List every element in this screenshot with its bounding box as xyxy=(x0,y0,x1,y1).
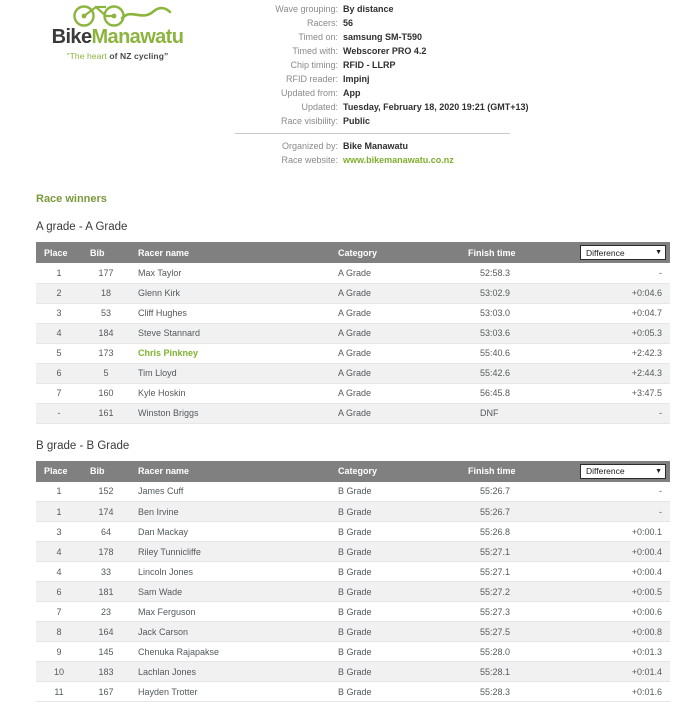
table-row[interactable] xyxy=(36,323,670,343)
cell-racer-name: Chenuka Rajapakse xyxy=(130,642,330,662)
cell-finish-time: 55:27.1 xyxy=(460,542,580,562)
cell-bib: 184 xyxy=(82,323,130,343)
results-table xyxy=(36,461,670,702)
metadata-value: Tuesday, February 18, 2020 19:21 (GMT+13) xyxy=(343,100,529,114)
race-metadata-body xyxy=(235,2,529,128)
cell-category: B Grade xyxy=(330,622,460,642)
site-logo[interactable] xyxy=(0,0,235,167)
cell-difference: +0:01.4 xyxy=(580,662,670,682)
cell-bib: 145 xyxy=(82,642,130,662)
race-website-link[interactable]: www.bikemanawatu.co.nz xyxy=(343,155,454,165)
cell-category: A Grade xyxy=(330,323,460,343)
cell-finish-time: 55:28.0 xyxy=(460,642,580,662)
results-table-body xyxy=(36,482,670,702)
metadata-row xyxy=(235,72,529,86)
cell-finish-time: 55:27.1 xyxy=(460,562,580,582)
table-row[interactable] xyxy=(36,343,670,363)
cell-finish-time: 55:26.8 xyxy=(460,522,580,542)
cell-bib: 181 xyxy=(82,582,130,602)
website-value xyxy=(343,153,454,167)
cell-bib: 164 xyxy=(82,622,130,642)
results-content xyxy=(0,193,700,702)
table-row[interactable] xyxy=(36,502,670,522)
cell-category: B Grade xyxy=(330,522,460,542)
cell-place: 8 xyxy=(36,622,82,642)
column-header-finish-time[interactable]: Finish time xyxy=(460,461,580,482)
cell-difference: +0:05.3 xyxy=(580,323,670,343)
cell-difference: +2:44.3 xyxy=(580,363,670,383)
cell-difference: +0:01.6 xyxy=(580,682,670,702)
cell-difference: +0:00.6 xyxy=(580,602,670,622)
column-header-place[interactable]: Place xyxy=(36,461,82,482)
cell-place: 1 xyxy=(36,263,82,283)
cell-place: 10 xyxy=(36,662,82,682)
cell-difference: +0:00.4 xyxy=(580,542,670,562)
metadata-row xyxy=(235,30,529,44)
cell-finish-time: 55:42.6 xyxy=(460,363,580,383)
table-row[interactable] xyxy=(36,383,670,403)
cell-racer-name: Tim Lloyd xyxy=(130,363,330,383)
metadata-divider xyxy=(235,133,510,134)
cell-place: 11 xyxy=(36,682,82,702)
cell-category: A Grade xyxy=(330,343,460,363)
cell-racer-name: Dan Mackay xyxy=(130,522,330,542)
cell-racer-name: Glenn Kirk xyxy=(130,283,330,303)
metadata-label: RFID reader: xyxy=(235,72,343,86)
cell-finish-time: 55:40.6 xyxy=(460,343,580,363)
cell-difference: +0:01.3 xyxy=(580,642,670,662)
cell-finish-time: 55:28.3 xyxy=(460,682,580,702)
results-table-section xyxy=(36,440,670,702)
cell-bib: 178 xyxy=(82,542,130,562)
cell-category: A Grade xyxy=(330,303,460,323)
cell-place: 7 xyxy=(36,602,82,622)
cell-difference: +0:00.4 xyxy=(580,562,670,582)
table-row[interactable] xyxy=(36,403,670,423)
cell-place: - xyxy=(36,403,82,423)
organizer-row xyxy=(235,139,454,153)
cell-place: 2 xyxy=(36,283,82,303)
column-header-bib[interactable]: Bib xyxy=(82,461,130,482)
metadata-value: 56 xyxy=(343,16,529,30)
metadata-row xyxy=(235,114,529,128)
cell-difference: - xyxy=(580,403,670,423)
tagline-part-2: of NZ cycling” xyxy=(109,51,168,61)
cell-category: A Grade xyxy=(330,263,460,283)
column-header-racer-name[interactable]: Racer name xyxy=(130,242,330,263)
cell-difference: +3:47.5 xyxy=(580,383,670,403)
cell-bib: 5 xyxy=(82,363,130,383)
cell-place: 4 xyxy=(36,562,82,582)
cell-place: 9 xyxy=(36,642,82,662)
metadata-row xyxy=(235,58,529,72)
difference-dropdown-label: Difference xyxy=(586,466,625,476)
cell-category: B Grade xyxy=(330,582,460,602)
metadata-value: App xyxy=(343,86,529,100)
cell-racer-name: Jack Carson xyxy=(130,622,330,642)
cell-bib: 174 xyxy=(82,502,130,522)
metadata-value: RFID - LLRP xyxy=(343,58,529,72)
column-header-place[interactable]: Place xyxy=(36,242,82,263)
cell-bib: 152 xyxy=(82,482,130,502)
cell-place: 5 xyxy=(36,343,82,363)
cell-racer-name: Hayden Trotter xyxy=(130,682,330,702)
cell-category: B Grade xyxy=(330,642,460,662)
metadata-row xyxy=(235,86,529,100)
cell-bib: 167 xyxy=(82,682,130,702)
cell-racer-name: Cliff Hughes xyxy=(130,303,330,323)
tagline-part-1: “The heart xyxy=(67,51,107,61)
chevron-down-icon: ▼ xyxy=(655,249,662,256)
cell-racer-name[interactable]: Chris Pinkney xyxy=(130,343,330,363)
cell-place: 6 xyxy=(36,363,82,383)
column-header-category[interactable]: Category xyxy=(330,242,460,263)
table-row[interactable] xyxy=(36,662,670,682)
column-header-finish-time[interactable]: Finish time xyxy=(460,242,580,263)
table-row[interactable] xyxy=(36,482,670,502)
cell-bib: 177 xyxy=(82,263,130,283)
cell-difference: - xyxy=(580,482,670,502)
column-header-bib[interactable]: Bib xyxy=(82,242,130,263)
metadata-value: Public xyxy=(343,114,529,128)
table-row[interactable] xyxy=(36,263,670,283)
cell-bib: 53 xyxy=(82,303,130,323)
table-row[interactable] xyxy=(36,622,670,642)
cell-difference: - xyxy=(580,263,670,283)
results-header-row xyxy=(36,461,670,482)
cell-place: 7 xyxy=(36,383,82,403)
cell-racer-name: Max Taylor xyxy=(130,263,330,283)
metadata-label: Updated from: xyxy=(235,86,343,100)
cell-finish-time: 53:03.6 xyxy=(460,323,580,343)
cell-category: B Grade xyxy=(330,482,460,502)
cell-place: 4 xyxy=(36,542,82,562)
section-title-race-winners: Race winners xyxy=(36,193,670,205)
cell-finish-time: 55:26.7 xyxy=(460,502,580,522)
website-label: Race website: xyxy=(235,153,343,167)
table-row[interactable] xyxy=(36,283,670,303)
bicycle-logo-icon xyxy=(62,2,174,28)
cell-bib: 33 xyxy=(82,562,130,582)
column-header-difference xyxy=(580,242,670,263)
cell-racer-name: Max Ferguson xyxy=(130,602,330,622)
cell-finish-time: 52:58.3 xyxy=(460,263,580,283)
cell-racer-name: Ben Irvine xyxy=(130,502,330,522)
cell-finish-time: 56:45.8 xyxy=(460,383,580,403)
cell-bib: 161 xyxy=(82,403,130,423)
cell-bib: 23 xyxy=(82,602,130,622)
cell-difference: +0:00.1 xyxy=(580,522,670,542)
table-row[interactable] xyxy=(36,303,670,323)
table-row[interactable] xyxy=(36,542,670,562)
cell-bib: 173 xyxy=(82,343,130,363)
cell-category: B Grade xyxy=(330,542,460,562)
difference-dropdown[interactable] xyxy=(580,245,666,260)
metadata-value: By distance xyxy=(343,2,529,16)
race-metadata xyxy=(235,0,700,167)
metadata-label: Racers: xyxy=(235,16,343,30)
cell-finish-time: 53:03.0 xyxy=(460,303,580,323)
cell-category: B Grade xyxy=(330,562,460,582)
results-table xyxy=(36,242,670,424)
cell-finish-time: 55:27.3 xyxy=(460,602,580,622)
results-table-section xyxy=(36,221,670,424)
table-row[interactable] xyxy=(36,682,670,702)
metadata-row xyxy=(235,2,529,16)
organizer-table xyxy=(235,139,454,167)
cell-difference: - xyxy=(580,502,670,522)
results-table-head xyxy=(36,461,670,482)
table-row[interactable] xyxy=(36,602,670,622)
logo-word-bike: Bike xyxy=(52,26,92,48)
table-row[interactable] xyxy=(36,363,670,383)
page-header xyxy=(0,0,700,167)
cell-finish-time: 55:27.2 xyxy=(460,582,580,602)
metadata-label: Wave grouping: xyxy=(235,2,343,16)
logo-wordmark xyxy=(52,27,184,47)
cell-place: 6 xyxy=(36,582,82,602)
chevron-down-icon: ▼ xyxy=(655,468,662,475)
cell-difference: +2:42.3 xyxy=(580,343,670,363)
table-row[interactable] xyxy=(36,642,670,662)
table-row[interactable] xyxy=(36,522,670,542)
cell-category: B Grade xyxy=(330,602,460,622)
cell-category: B Grade xyxy=(330,682,460,702)
column-header-category[interactable]: Category xyxy=(330,461,460,482)
results-tables-host xyxy=(36,221,670,702)
metadata-row xyxy=(235,44,529,58)
organizer-value: Bike Manawatu xyxy=(343,139,454,153)
metadata-label: Timed on: xyxy=(235,30,343,44)
cell-racer-name: Steve Stannard xyxy=(130,323,330,343)
table-row[interactable] xyxy=(36,582,670,602)
metadata-value: Webscorer PRO 4.2 xyxy=(343,44,529,58)
cell-bib: 64 xyxy=(82,522,130,542)
cell-bib: 160 xyxy=(82,383,130,403)
logo-tagline xyxy=(67,51,169,61)
cell-place: 4 xyxy=(36,323,82,343)
cell-racer-name: Lachlan Jones xyxy=(130,662,330,682)
cell-finish-time: DNF xyxy=(460,403,580,423)
difference-dropdown[interactable] xyxy=(580,464,666,479)
metadata-label: Updated: xyxy=(235,100,343,114)
cell-category: A Grade xyxy=(330,403,460,423)
cell-finish-time: 53:02.9 xyxy=(460,283,580,303)
metadata-row xyxy=(235,16,529,30)
cell-place: 3 xyxy=(36,522,82,542)
cell-difference: +0:04.6 xyxy=(580,283,670,303)
difference-dropdown-label: Difference xyxy=(586,248,625,258)
cell-racer-name: Sam Wade xyxy=(130,582,330,602)
cell-category: A Grade xyxy=(330,383,460,403)
website-row xyxy=(235,153,454,167)
results-table-head xyxy=(36,242,670,263)
results-header-row xyxy=(36,242,670,263)
cell-difference: +0:04.7 xyxy=(580,303,670,323)
cell-finish-time: 55:27.5 xyxy=(460,622,580,642)
cell-racer-name: Riley Tunnicliffe xyxy=(130,542,330,562)
cell-category: B Grade xyxy=(330,502,460,522)
grade-title: B grade - B Grade xyxy=(36,440,670,452)
cell-racer-name: James Cuff xyxy=(130,482,330,502)
grade-title: A grade - A Grade xyxy=(36,221,670,233)
cell-bib: 183 xyxy=(82,662,130,682)
cell-category: A Grade xyxy=(330,283,460,303)
metadata-row xyxy=(235,100,529,114)
metadata-label: Race visibility: xyxy=(235,114,343,128)
cell-difference: +0:00.8 xyxy=(580,622,670,642)
table-row[interactable] xyxy=(36,562,670,582)
cell-racer-name: Kyle Hoskin xyxy=(130,383,330,403)
results-table-body xyxy=(36,263,670,423)
cell-place: 1 xyxy=(36,482,82,502)
cell-finish-time: 55:28.1 xyxy=(460,662,580,682)
cell-category: B Grade xyxy=(330,662,460,682)
cell-finish-time: 55:26.7 xyxy=(460,482,580,502)
cell-bib: 18 xyxy=(82,283,130,303)
column-header-difference xyxy=(580,461,670,482)
metadata-label: Chip timing: xyxy=(235,58,343,72)
cell-racer-name: Lincoln Jones xyxy=(130,562,330,582)
cell-place: 3 xyxy=(36,303,82,323)
cell-place: 1 xyxy=(36,502,82,522)
metadata-value: Impinj xyxy=(343,72,529,86)
race-metadata-table xyxy=(235,2,529,128)
metadata-label: Timed with: xyxy=(235,44,343,58)
cell-racer-name: Winston Briggs xyxy=(130,403,330,423)
metadata-value: samsung SM-T590 xyxy=(343,30,529,44)
logo-word-manawatu: Manawatu xyxy=(91,26,183,48)
cell-difference: +0:00.5 xyxy=(580,582,670,602)
cell-category: A Grade xyxy=(330,363,460,383)
organizer-label: Organized by: xyxy=(235,139,343,153)
column-header-racer-name[interactable]: Racer name xyxy=(130,461,330,482)
